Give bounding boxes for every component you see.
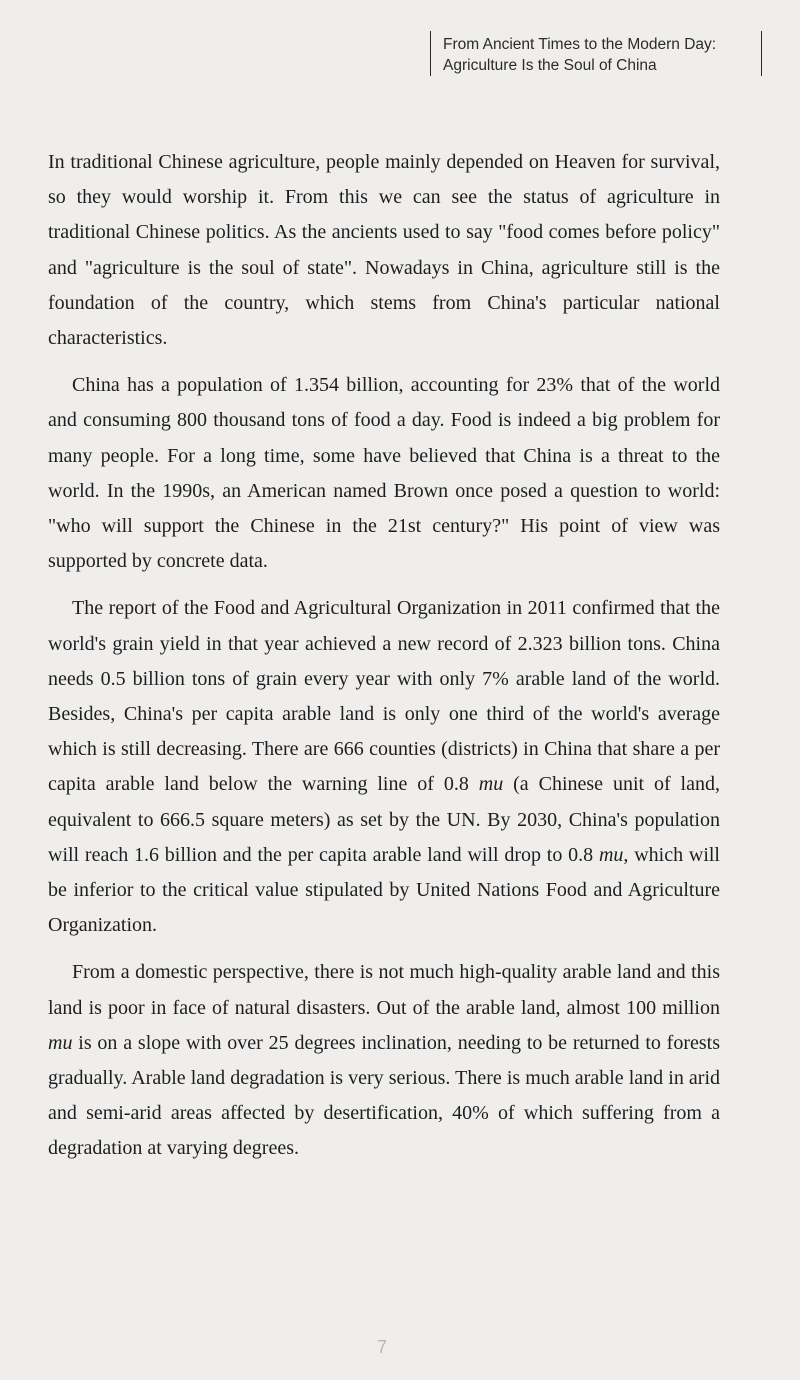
paragraph-3-text-a: The report of the Food and Agricultural Organization in 2011 confirmed that the world's grain yield in that year achieved a new record of 2.323 billion tons. China needs 0.5 billion tons of grain every year with only 7% arable land of the world. Besides, China's per capita arable land is only one third of the world's average which is still decreasing. There are 666 counties (districts) in China that share a per capita arable land below the warning line of 0.8: [48, 597, 720, 796]
paragraph-3-text-c: , which will be inferior to the critical value stipulated by United Nations Food and Agriculture Organization.: [48, 843, 720, 937]
paragraph-4-text-a: From a domestic perspective, there is not much high-quality arable land and this land is poor in face of natural disasters. Out of the arable land, almost 100 million: [48, 961, 720, 1019]
paragraph-1-text: In traditional Chinese agriculture, people mainly depended on Heaven for survival, so they would worship it. From this we can see the status of agriculture in traditional Chinese politics. As the ancients used to say "food comes before policy" and "agriculture is the soul of state". Nowadays in China, agriculture still is the foundation of the country, which stems from China's particular national characteristics.: [48, 151, 720, 350]
paragraph-4: [48, 955, 720, 1166]
paragraph-2: [48, 368, 720, 579]
unit-mu: mu: [598, 843, 624, 866]
paragraph-1: [48, 145, 720, 356]
paragraph-4-text-b: is on a slope with over 25 degrees inclination, needing to be returned to forests gradually. Arable land degradation is very serious. There is much arable land in arid and semi-arid areas affected by desertification, 40% of which suffering from a degradation at varying degrees.: [48, 1031, 720, 1160]
paragraph-3: [48, 591, 720, 943]
running-header-line-1: From Ancient Times to the Modern Day:: [443, 36, 717, 53]
unit-mu: mu: [478, 773, 504, 796]
unit-mu: mu: [48, 1031, 73, 1054]
page-number: 7: [376, 1337, 387, 1357]
running-header: [430, 31, 762, 76]
body-text: [48, 145, 720, 1179]
running-header-line-2: Agriculture Is the Soul of China: [443, 57, 657, 74]
paragraph-2-text: China has a population of 1.354 billion, accounting for 23% that of the world and consuming 800 thousand tons of food a day. Food is indeed a big problem for many people. For a long time, some have believed that China is a threat to the world. In the 1990s, an American named Brown once posed a question to world: "who will support the Chinese in the 21st century?" His point of view was supported by concrete data.: [48, 374, 720, 573]
running-header-text: [443, 34, 716, 76]
paragraph-3-text-b: (a Chinese unit of land, equivalent to 666.5 square meters) as set by the UN. By 2030, China's population will reach 1.6 billion and the per capita arable land will drop to 0.8: [48, 773, 720, 866]
